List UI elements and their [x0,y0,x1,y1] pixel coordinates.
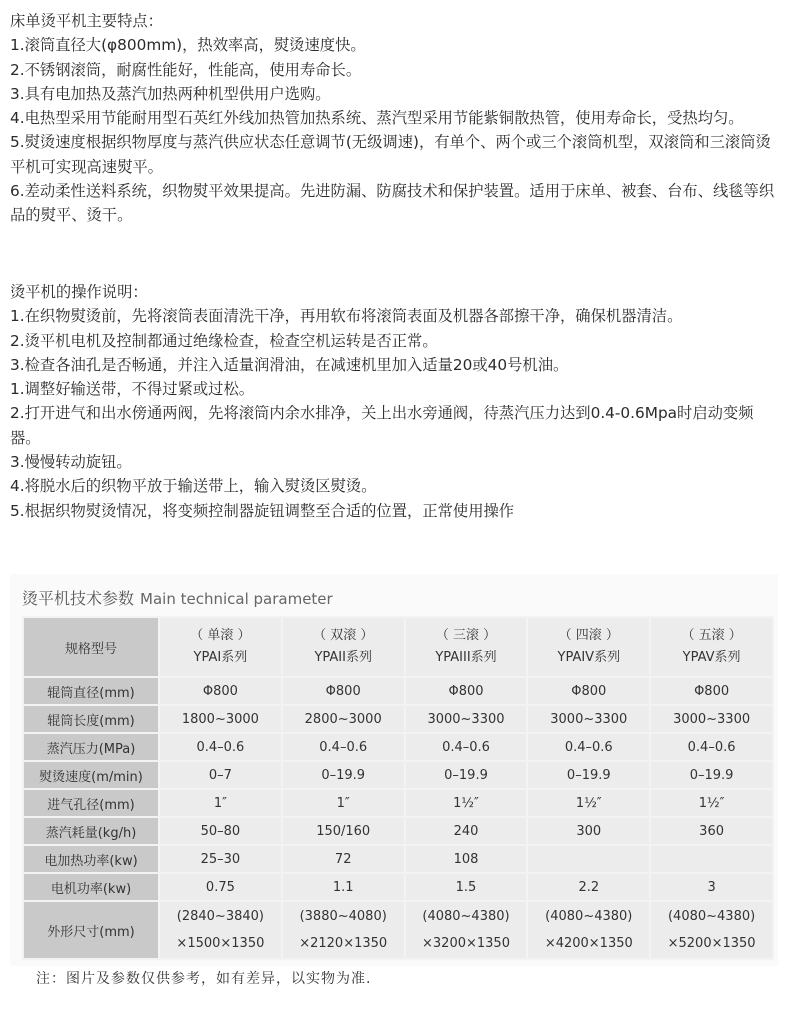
features-item: 4.电热型采用节能耐用型石英红外线加热管加热系统、蒸汽型采用节能紫铜散热管，使用寿命长，受热均匀。 [10,109,744,128]
table-cell: 3000~3300 [650,705,773,733]
features-heading: 床单烫平机主要特点： [10,12,163,30]
features-item: 6.差动柔性送料系统，织物熨平效果提高。先进防漏、防腐技术和保护装置。适用于床单、被套、台布、线毯等织品的熨平、烫干。 [10,182,775,225]
table-cell: 50–80 [159,817,282,845]
table-cell: 3 [650,873,773,901]
row-label: 电加热功率(kw) [23,845,159,873]
table-row [23,733,773,761]
operation-item: 3.检查各油孔是否畅通，并注入适量润滑油，在减速机里加入适量20或40号机油。 [10,355,569,374]
table-cell: 0.4–0.6 [405,733,528,761]
table-row [23,677,773,705]
table-cell: 2.2 [527,873,650,901]
table-cell: 360 [650,817,773,845]
table-cell: Φ800 [405,677,528,705]
operation-item: 4.将脱水后的织物平放于输送带上，输入熨烫区熨烫。 [10,477,377,496]
table-row [23,873,773,901]
row-label: 辊筒直径(mm) [23,677,159,705]
table-cell: 72 [282,845,405,873]
table-cell: Φ800 [282,677,405,705]
table-cell: 2800~3000 [282,705,405,733]
spec-panel [10,574,778,966]
model-header-cell: （ 双滚 ） YPAII系列 [282,617,405,677]
disclaimer-note: 注：图片及参数仅供参考，如有差异，以实物为准. [36,971,372,987]
table-cell [650,845,773,873]
table-cell: Φ800 [650,677,773,705]
table-row [23,901,773,959]
table-cell: 1.5 [405,873,528,901]
table-cell: (2840~3840) ×1500×1350 [159,901,282,959]
row-label: 蒸汽耗量(kg/h) [23,817,159,845]
table-cell: 1½″ [405,789,528,817]
table-cell: 0–19.9 [282,761,405,789]
operation-item: 1.调整好输送带，不得过紧或过松。 [10,380,255,399]
table-row [23,817,773,845]
table-cell: 108 [405,845,528,873]
operation-item: 2.烫平机电机及控制都通过绝缘检查，检查空机运转是否正常。 [10,331,438,350]
table-cell: (4080~4380) ×5200×1350 [650,901,773,959]
table-cell: 0–19.9 [650,761,773,789]
features-item: 5.熨烫速度根据织物厚度与蒸汽供应状态任意调节(无级调速)，有单个、两个或三个滚筒机型，双滚筒和三滚筒烫平机可实现高速熨平。 [10,133,771,176]
table-row [23,705,773,733]
table-cell: 1″ [282,789,405,817]
spec-title [22,586,333,609]
operation-item: 2.打开进气和出水傍通两阀，先将滚筒内余水排净，关上出水旁通阀，待蒸汽压力达到0.4-0.6Mpa时启动变频器。 [10,404,754,447]
table-cell: 0–7 [159,761,282,789]
features-item: 3.具有电加热及蒸汽加热两种机型供用户选购。 [10,84,331,103]
table-cell: 1″ [159,789,282,817]
table-cell: Φ800 [159,677,282,705]
table-cell: (4080~4380) ×3200×1350 [405,901,528,959]
table-cell: 1800~3000 [159,705,282,733]
table-cell: 3000~3300 [405,705,528,733]
header-label-cell: 规格型号 [23,617,159,677]
table-cell: 0.4–0.6 [527,733,650,761]
operation-item: 3.慢慢转动旋钮。 [10,453,132,472]
spec-table [22,616,774,960]
model-header-cell: （ 五滚 ） YPAV系列 [650,617,773,677]
table-row [23,761,773,789]
spec-title-cn: 烫平机技术参数 [22,589,135,608]
table-cell: 300 [527,817,650,845]
table-cell: 0.75 [159,873,282,901]
model-header-cell: （ 三滚 ） YPAIII系列 [405,617,528,677]
row-label: 蒸汽压力(MPa) [23,733,159,761]
table-cell: (3880~4080) ×2120×1350 [282,901,405,959]
features-item: 2.不锈钢滚筒，耐腐性能好，性能高，使用寿命长。 [10,60,362,79]
table-cell: 150/160 [282,817,405,845]
table-cell: 1½″ [527,789,650,817]
table-cell: 1½″ [650,789,773,817]
row-label: 进气孔径(mm) [23,789,159,817]
table-cell: 0–19.9 [405,761,528,789]
table-cell: Φ800 [527,677,650,705]
table-header-row [23,617,773,677]
table-cell: 240 [405,817,528,845]
table-cell: 25–30 [159,845,282,873]
table-cell: 1.1 [282,873,405,901]
table-cell [527,845,650,873]
features-item: 1.滚筒直径大(φ800mm)，热效率高，熨烫速度快。 [10,36,366,55]
operation-heading: 烫平机的操作说明： [10,283,148,301]
row-label: 熨烫速度(m/min) [23,761,159,789]
table-cell: (4080~4380) ×4200×1350 [527,901,650,959]
operation-section [10,280,782,523]
row-label: 电机功率(kw) [23,873,159,901]
row-label: 外形尺寸(mm) [23,901,159,959]
table-row [23,789,773,817]
model-header-cell: （ 四滚 ） YPAIV系列 [527,617,650,677]
table-cell: 0–19.9 [527,761,650,789]
table-row [23,845,773,873]
model-header-cell: （ 单滚 ） YPAI系列 [159,617,282,677]
table-cell: 0.4–0.6 [650,733,773,761]
table-cell: 0.4–0.6 [159,733,282,761]
row-label: 辊筒长度(mm) [23,705,159,733]
features-section [10,9,782,228]
table-cell: 0.4–0.6 [282,733,405,761]
table-cell: 3000~3300 [527,705,650,733]
spec-title-en: Main technical parameter [140,590,333,608]
operation-item: 1.在织物熨烫前，先将滚筒表面清洗干净，再用软布将滚筒表面及机器各部擦干净，确保机器清洁。 [10,307,683,326]
operation-item: 5.根据织物熨烫情况，将变频控制器旋钮调整至合适的位置，正常使用操作 [10,501,515,520]
